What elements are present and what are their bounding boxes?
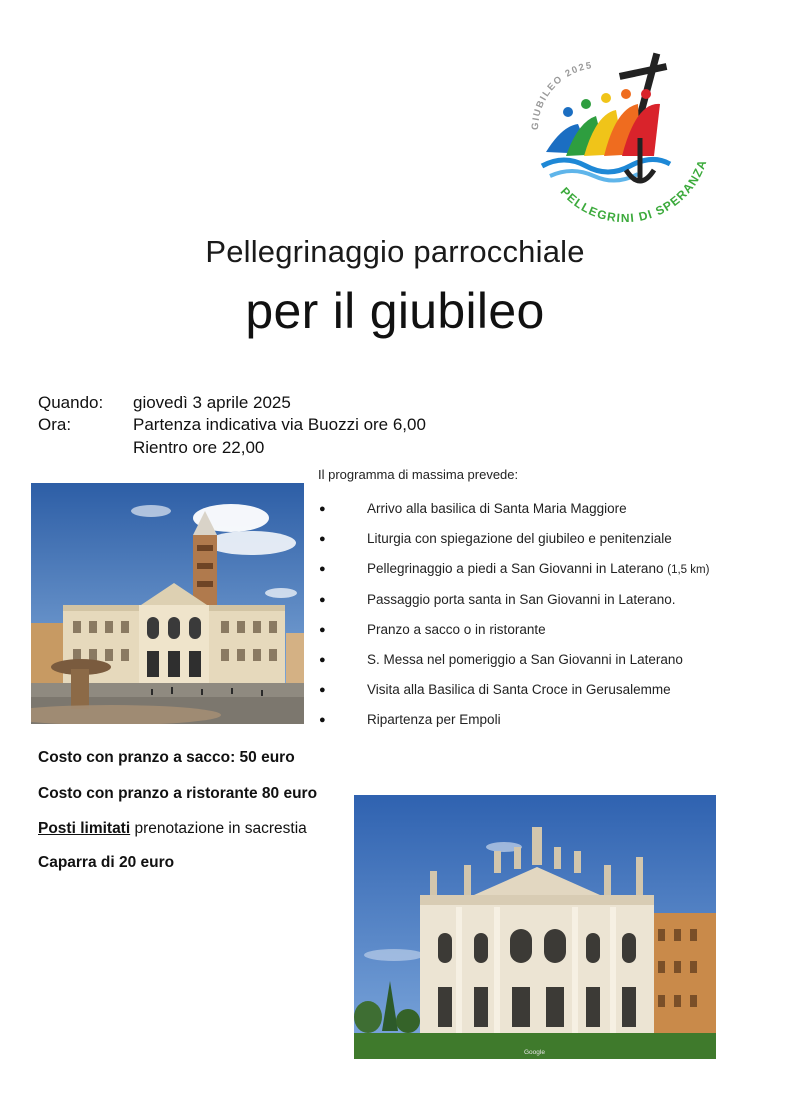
cost-restaurant: Costo con pranzo a ristorante 80 euro — [38, 785, 318, 802]
bullet-icon: ● — [319, 684, 326, 697]
departure-time: Partenza indicativa via Buozzi ore 6,00 — [133, 415, 426, 434]
title-line-1: Pellegrinaggio parrocchiale — [205, 234, 585, 269]
title-line-2: per il giubileo — [245, 283, 545, 339]
program-item: ● Pellegrinaggio a piedi a San Giovanni in Laterano (1,5 km) — [318, 558, 778, 588]
san-giovanni-laterano-photo — [354, 795, 716, 1059]
svg-text:GIUBILEO 2025 — [530, 60, 594, 130]
booking-location: prenotazione in sacrestia — [130, 820, 307, 837]
time-label: Ora: — [38, 415, 72, 434]
program-item: ● S. Messa nel pomeriggio a San Giovanni in Laterano — [318, 649, 778, 679]
photo-watermark: Google — [524, 1049, 545, 1056]
santa-maria-maggiore-photo — [31, 483, 304, 724]
booking-note — [38, 820, 307, 838]
when-value: giovedì 3 aprile 2025 — [133, 393, 291, 412]
program-item: ● Ripartenza per Empoli — [318, 709, 778, 739]
program-item: ● Arrivo alla basilica di Santa Maria Maggiore — [318, 498, 778, 528]
bullet-icon: ● — [319, 653, 326, 666]
bullet-icon: ● — [319, 563, 326, 576]
jubilee-logo — [520, 42, 710, 222]
program-item: ● Passaggio porta santa in San Giovanni in Laterano. — [318, 589, 778, 619]
limited-seats: Posti limitati — [38, 820, 131, 837]
program-item: ● Pranzo a sacco o in ristorante — [318, 619, 778, 649]
program-item: ● Visita alla Basilica di Santa Croce in Gerusalemme — [318, 679, 778, 709]
deposit: Caparra di 20 euro — [38, 854, 175, 871]
program-list — [318, 498, 778, 740]
bullet-icon: ● — [319, 714, 326, 727]
distance-note: (1,5 km) — [667, 564, 710, 577]
bullet-icon: ● — [319, 533, 326, 546]
logo-motto: PELLEGRINI DI SPERANZA — [557, 157, 710, 222]
bullet-icon: ● — [319, 503, 326, 515]
program-intro: Il programma di massima prevede: — [318, 467, 519, 482]
return-time: Rientro ore 22,00 — [133, 438, 265, 457]
bullet-icon: ● — [319, 623, 326, 636]
svg-text:PELLEGRINI DI SPERANZA — [558, 157, 710, 222]
logo-ring-text: GIUBILEO 2025 — [529, 60, 594, 131]
when-label: Quando: — [38, 393, 104, 412]
bullet-icon: ● — [319, 593, 326, 606]
program-item: ● Liturgia con spiegazione del giubileo e penitenziale — [318, 528, 778, 558]
cost-packed-lunch: Costo con pranzo a sacco: 50 euro — [38, 749, 295, 766]
